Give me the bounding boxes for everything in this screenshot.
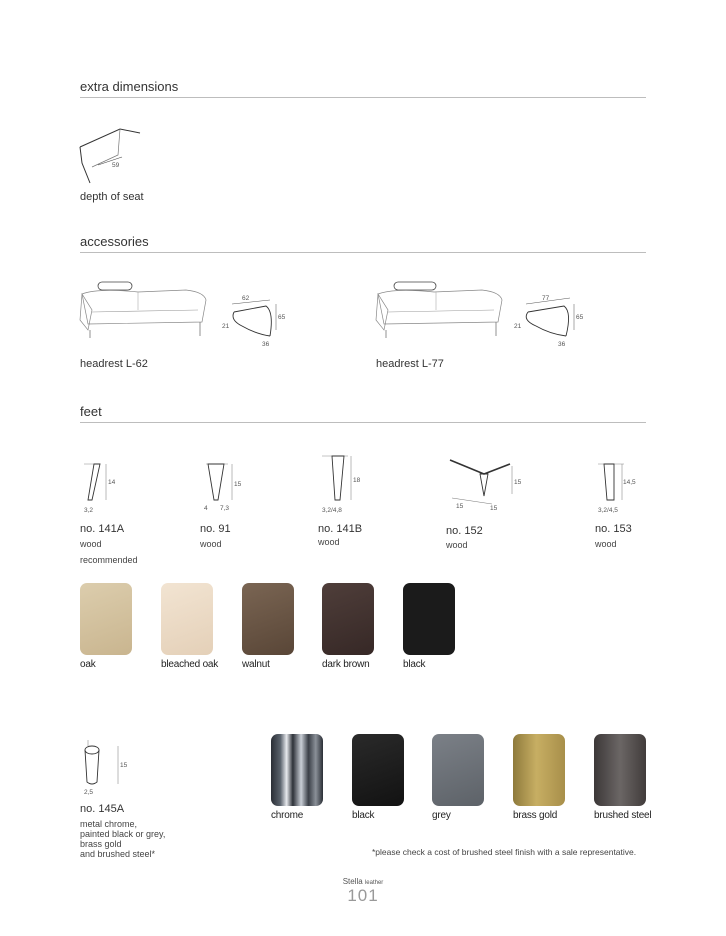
sofa-headrest-drawing: [374, 280, 506, 340]
desc-line: brass gold: [80, 839, 122, 849]
swatch-metal-black-label: black: [352, 810, 375, 821]
swatch-oak-label: oak: [80, 659, 96, 670]
foot-141a-material: wood: [80, 539, 102, 549]
foot-145a-name: no. 145A: [80, 803, 125, 815]
dim-width: 3,2/4,8: [322, 507, 342, 514]
dim-width: 62: [242, 295, 250, 302]
section-title-feet: feet: [80, 404, 102, 419]
foot-145a-description: [80, 819, 165, 859]
headrest-l62-label: headrest L-62: [80, 358, 148, 370]
dim-offset: 21: [222, 323, 230, 330]
swatch-black: [403, 583, 455, 655]
headrest-l62-dimensions: [222, 290, 292, 348]
dim-side-a: 15: [456, 503, 464, 510]
dim-width: 3,2/4,5: [598, 507, 618, 514]
foot-152-material: wood: [446, 540, 468, 550]
swatch-walnut: [242, 583, 294, 655]
swatch-dark-brown-label: dark brown: [322, 659, 370, 670]
dim-height: 65: [576, 314, 584, 321]
section-title-extra-dimensions: extra dimensions: [80, 79, 179, 94]
foot-141b-drawing: [318, 444, 374, 516]
desc-line: and brushed steel*: [80, 849, 156, 859]
dim-offset: 21: [514, 323, 522, 330]
foot-153-material: wood: [595, 539, 617, 549]
dim-width: 3,2: [84, 507, 94, 514]
dim-height: 15: [120, 762, 128, 769]
swatch-black-label: black: [403, 659, 426, 670]
foot-141b-material: wood: [318, 537, 340, 547]
swatch-brass-gold: [513, 734, 565, 806]
dim-top: 7,3: [220, 505, 230, 512]
divider: [80, 422, 646, 423]
divider: [80, 252, 646, 253]
seat-depth-value: 59: [112, 162, 120, 169]
seat-depth-drawing: [78, 125, 148, 185]
dim-height: 18: [353, 477, 361, 484]
swatch-walnut-label: walnut: [242, 659, 270, 670]
foot-91-name: no. 91: [200, 523, 231, 535]
page-number: 101: [347, 886, 379, 905]
foot-152-name: no. 152: [446, 525, 483, 537]
swatch-brushed-steel-label: brushed steel: [594, 810, 652, 821]
headrest-l77-dimensions: [514, 290, 590, 348]
swatch-brass-gold-label: brass gold: [513, 810, 558, 821]
swatch-grey-label: grey: [432, 810, 451, 821]
foot-91-drawing: [200, 448, 254, 518]
dim-width: 77: [542, 295, 550, 302]
footer-brand-line: leather: [364, 880, 384, 886]
foot-145a-drawing: [80, 736, 136, 798]
dim-bottom: 4: [204, 505, 208, 512]
swatch-chrome-label: chrome: [271, 810, 304, 821]
foot-153-drawing: [594, 448, 644, 518]
foot-141a-name: no. 141A: [80, 523, 125, 535]
foot-153-name: no. 153: [595, 523, 632, 535]
dim-depth: 36: [558, 341, 566, 348]
section-title-accessories: accessories: [80, 234, 149, 249]
foot-141b-name: no. 141B: [318, 523, 363, 535]
swatch-brushed-steel: [594, 734, 646, 806]
seat-depth-label: depth of seat: [80, 191, 144, 203]
dim-depth: 36: [262, 341, 270, 348]
desc-line: metal chrome,: [80, 819, 138, 829]
foot-141a-note: recommended: [80, 555, 138, 565]
swatch-bleached-oak-label: bleached oak: [161, 659, 219, 670]
swatch-bleached-oak: [161, 583, 213, 655]
dim-height: 14: [108, 479, 116, 486]
foot-141a-drawing: [80, 448, 130, 518]
dim-side-b: 15: [490, 505, 498, 512]
swatch-metal-black: [352, 734, 404, 806]
dim-width: 2,5: [84, 789, 94, 796]
foot-91-material: wood: [200, 539, 222, 549]
footnote: *please check a cost of brushed steel finish with a sale representative.: [372, 847, 637, 857]
swatch-chrome: [271, 734, 323, 806]
dim-height: 15: [514, 479, 522, 486]
sofa-headrest-drawing: [78, 280, 210, 340]
foot-152-drawing: [444, 450, 526, 512]
dim-height: 14,5: [623, 479, 636, 486]
desc-line: painted black or grey,: [80, 829, 166, 839]
swatch-grey: [432, 734, 484, 806]
dim-height: 65: [278, 314, 286, 321]
footer-brand-name: Stella: [342, 877, 363, 886]
swatch-oak: [80, 583, 132, 655]
dim-height: 15: [234, 481, 242, 488]
footer-brand: [326, 877, 400, 886]
headrest-l77-label: headrest L-77: [376, 358, 444, 370]
swatch-dark-brown: [322, 583, 374, 655]
divider: [80, 97, 646, 98]
